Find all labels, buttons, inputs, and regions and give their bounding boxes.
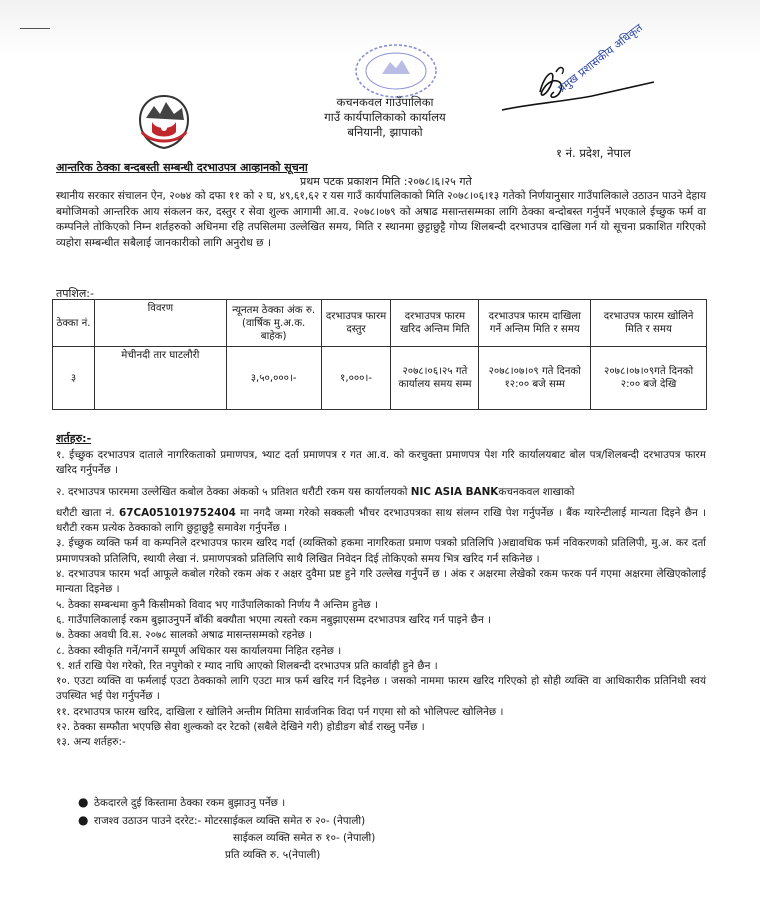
rate-line: साईकल व्यक्ति समेत रु १०- (नेपाली): [233, 832, 376, 844]
condition-item: १०. एउटा व्यक्ति वा फर्मलाई एउटा ठेक्काको लागि एउटा मात्र फर्म खरिद गर्न दिइनेछ । जसको नाममा फारम खरिद गरिएको हो सोही व्यक्ति वा आधिकारीक प्रतिनिधी स्वयं उपस्थित भई पेश गर्नुपर्नेछ ।: [56, 675, 706, 703]
province-label: १ नं. प्रदेश, नेपाल: [556, 146, 631, 160]
bank-branch: कचनकवल शाखाको: [498, 485, 575, 498]
opening-time: २०७८।०७।०९गते दिनको २:०० बजे देखि: [591, 347, 707, 410]
tender-no: ३: [53, 347, 95, 410]
table-header-row: [53, 300, 707, 347]
column-header: न्यूनतम ठेक्का अंक रु. (वार्षिक मु.अ.क. बाहेक): [226, 300, 321, 347]
signatory-title: प्रमुख प्रशासकीय अधिकृत: [555, 21, 645, 96]
column-header: ठेक्का नं.: [53, 300, 95, 347]
condition-item: ९. शर्त राखि पेश गरेको, रित नपुगेको र म्याद नाघि आएको शिलबन्दी दरभाउपत्र प्रति कार्वाही हुने छैन ।: [56, 659, 438, 672]
office-header: [290, 95, 480, 140]
condition-item: धरौटी खाता नं. 67CA051019752404 मा नगदै जम्मा गरेको सक्कली भौचर दरभाउपत्रका साथ संलग्न राखि पेश गर्नुपर्नेछ । बैंक ग्यारेन्टीलाई मान्यता दिइने छैन । धरौटी रकम प्रत्येक ठेक्काको लागि छुट्टाछुट्टै समावेश गर्नुपर्नेछ ।: [56, 506, 706, 535]
rate-line: प्रति व्यक्ति रु. ५(नेपाली): [225, 849, 321, 861]
details-label: तपशिल:-: [56, 287, 94, 300]
column-header: दरभाउपत्र फारम दस्तुर: [321, 300, 391, 347]
submission-deadline: २०७८।०७।०९ गते दिनको १२:०० बजे सम्म: [479, 347, 591, 410]
condition-item: ८. ठेक्का स्वीकृति गर्ने/नगर्ने सम्पूर्ण अधिकार यस कार्यालयमा निहित रहनेछ ।: [56, 644, 342, 657]
account-number: 67CA051019752404: [118, 506, 236, 519]
intro-paragraph: स्थानीय सरकार संचालन ऐन, २०७४ को दफा ११ को २ घ, ४९,६१,६२ र यस गाउँ कार्यपालिकाको मिति २०७८।०६।१३ गतेको निर्णयानुसार गाउँपालिकाले उठाउन पाउने देहाय बमोजिमको आन्तरिक आय संकलन कर, दस्तुर र सेवा शुल्क आगामी आ.व. २०७८।०७९ को अषाढ मसान्तसम्मका लागि ठेक्का बन्दोबस्त गर्नुपर्ने भएकाले ईच्छुक फर्म वा कम्पनिले तोकिएको निम्न शर्तहरुको अधिनमा रहि तपसिलमा उल्लेखित समय, मिति र स्थानमा छुट्टाछुट्टै गोप्य शिलबन्दी दरभाउपत्र दाखिला गर्न यो सूचना प्रकाशित गरिएको व्यहोरा सम्बन्धीत सबैलाई जानकारीको लागि अनुरोध छ ।: [56, 190, 706, 249]
condition-item: ३. ईच्छुक व्यक्ति फर्म वा कम्पनिले दरभाउपत्र फारम खरिद गर्दा (व्यक्तिको हकमा नागरिकता प्रमाण पत्रको प्रतिलिपि )अद्यावधिक फर्म नविकरणको प्रतिलिपी, मु.अ. कर दर्ता प्रमाणपत्रको प्रतिलिपि, स्थायी लेखा नं. प्रमाणपत्रको प्रतिलिपि साथै लिखित निवेदन दिई तोकिएको समय भित्र खरिद गर्न सकिनेछ ।: [56, 537, 706, 565]
tender-description: मेचीनदी तार घाटलौरी: [94, 347, 226, 410]
table-row: [53, 347, 707, 410]
condition-item: २. दरभाउपत्र फारममा उल्लेखित कबोल ठेक्का अंकको ५ प्रतिशत धरौटी रकम यस कार्यालयको NIC ASIA BANKकचनकवल शाखाको: [56, 485, 575, 498]
tender-table: [52, 299, 707, 410]
condition-item: ११. दरभाउपत्र फारम खरिद, दाखिला र खोलिने अन्तीम मितिमा सार्वजनिक विदा पर्न गएमा सो को भोलिपल्ट खोलिनेछ ।: [56, 705, 504, 718]
condition-item: ४. दरभाउपत्र फारम भर्दा आफूले कबोल गरेको रकम अंक र अक्षर दुवैमा प्रष्ट हुने गरि उल्लेख गर्नुपर्ने छ । अंक र अक्षरमा लेखेको रकम फरक पर्न गएमा अक्षरमा लेखिएकोलाई मान्यता दिइनेछ ।: [56, 568, 706, 596]
column-header: दरभाउपत्र फारम खोलिने मिति र समय: [591, 300, 707, 347]
column-header: दरभाउपत्र फारम दाखिला गर्ने अन्तिम मिति र समय: [479, 300, 591, 347]
office-address: बनियानी, झापाको: [347, 125, 423, 139]
column-header: विवरण: [94, 300, 226, 347]
list-item: ● ठेकदारले दुई किस्तामा ठेक्का रकम बुझाउनु पर्नेछ ।: [78, 795, 286, 809]
column-header: दरभाउपत्र फारम खरिद अन्तिम मिति: [391, 300, 479, 347]
office-name: कचनकवल गाउँपालिका: [336, 95, 434, 109]
condition-item: ७. ठेक्का अवधी वि.स. २०७८ सालको अषाढ मासन्तसम्मको रहनेछ ।: [56, 629, 313, 642]
conditions-list: [56, 448, 706, 751]
condition-item: ६. गाउँपालिकालाई रकम बुझाउनुपर्ने बाँकी बक्यौता भएमा त्यस्तो रकम नबुझाएसम्म दरभाउपत्र खरिद गर्न पाइने छैन ।: [56, 613, 492, 626]
purchase-deadline: २०७८।०६।२५ गते कार्यालय समय सम्म: [391, 347, 479, 410]
nepal-emblem-icon: [132, 92, 196, 152]
notice-title: आन्तरिक ठेक्का बन्दबस्ती सम्बन्धी दरभाउपत्र आव्हानको सूचना: [56, 161, 308, 174]
office-subtitle: गाउँ कार्यपालिकाको कार्यालय: [324, 110, 446, 124]
list-item: ● राजश्व उठाउन पाउने दररेट:- मोटरसाईकल व्यक्ति समेत रु २०- (नेपाली): [78, 813, 366, 827]
condition-item: १. ईच्छुक दरभाउपत्र दाताले नागरिकताको प्रमाणपत्र, भ्याट दर्ता प्रमाणपत्र र गत आ.व. को करचुक्ता प्रमाणपत्र पेश गरि कार्यालयबाट बोल पत्र/शिलबन्दी दरभाउपत्र फारम खरिद गर्नुपर्नेछ ।: [56, 449, 706, 477]
conditions-heading: शर्तहरु:-: [56, 432, 92, 445]
form-fee: १,०००।-: [321, 347, 391, 410]
condition-item: ५. ठेक्का सम्बन्धमा कुनै किसीमको विवाद भए गाउँपालिकाको निर्णय नै अन्तिम हुनेछ ।: [56, 598, 378, 611]
condition-item: १२. ठेक्का सम्फौता भएपछि सेवा शुल्कको दर रेटको (सबैले देखिने गरी) होडीङग बोर्ड राख्नु पर्नेछ ।: [56, 721, 425, 734]
corner-mark: [20, 28, 50, 29]
other-conditions: [78, 794, 678, 864]
bullet-icon: ●: [78, 813, 89, 827]
publication-date: प्रथम पटक प्रकाशन मिति :२०७८।६।२५ गते: [300, 175, 472, 188]
bank-name: NIC ASIA BANK: [410, 485, 499, 498]
min-amount: ३,५०,०००।-: [226, 347, 321, 410]
bullet-icon: ●: [78, 795, 89, 809]
office-stamp-icon: [350, 40, 442, 102]
condition-item: १३. अन्य शर्तहरु:-: [56, 736, 126, 749]
